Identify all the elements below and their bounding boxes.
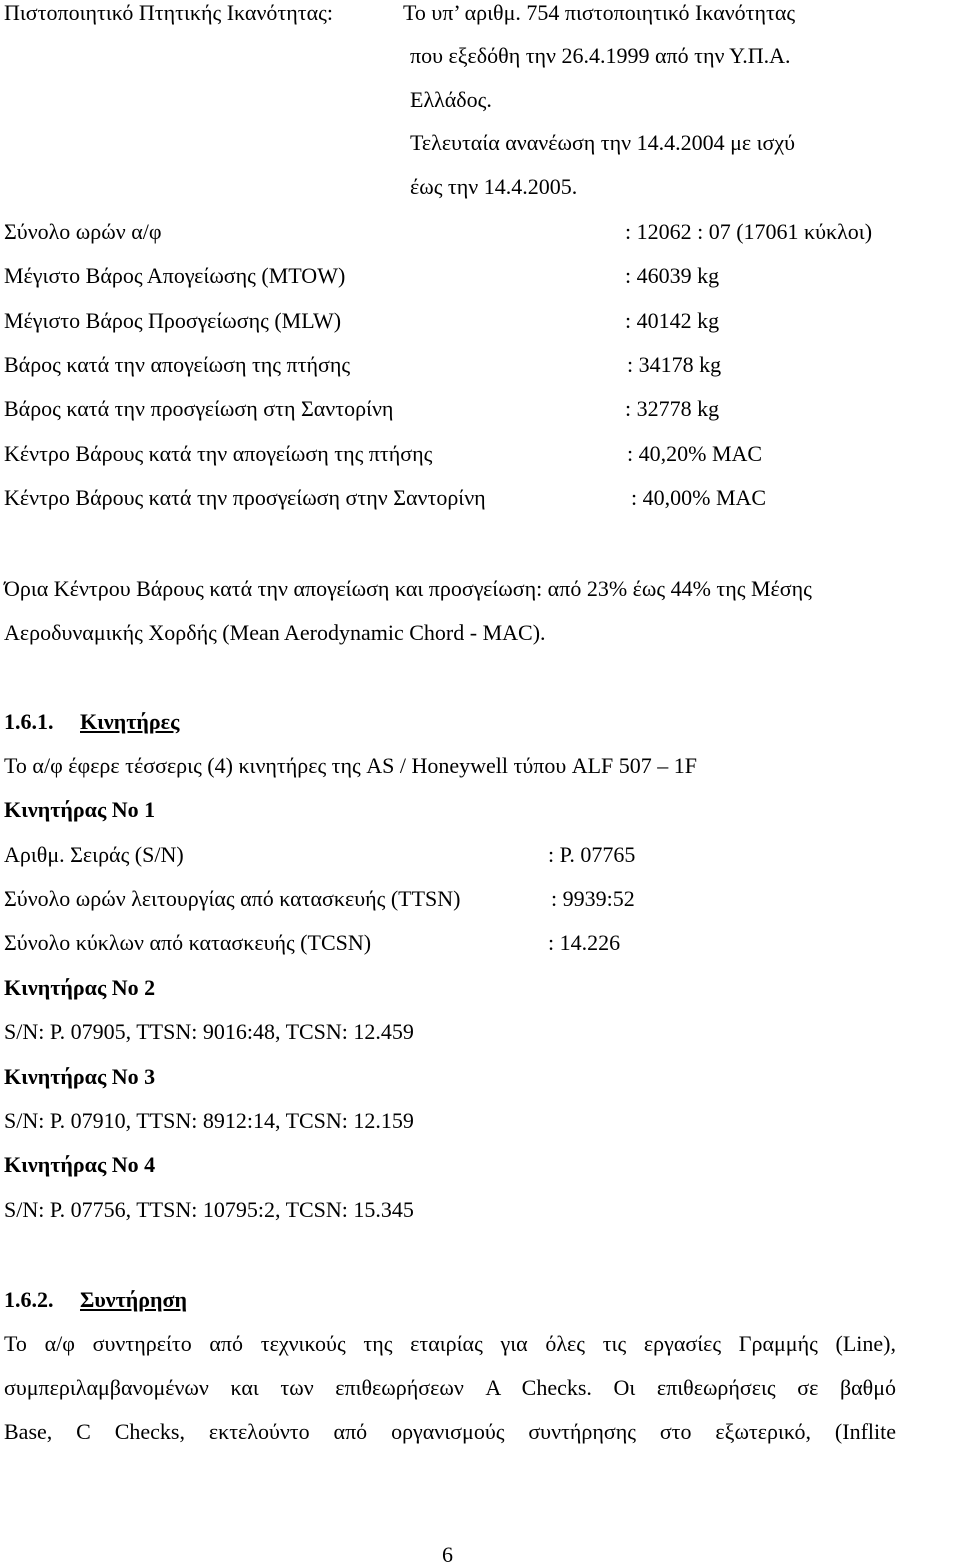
spec-value: : 12062 : 07 (17061 κύκλοι) [625,219,873,244]
engine-row-value: : 9939:52 [551,886,635,911]
page-number: 6 [442,1542,453,1567]
engine-line: S/N: P. 07905, TTSN: 9016:48, TCSN: 12.459 [4,1019,414,1044]
engine-line: S/N: P. 07756, TTSN: 10795:2, TCSN: 15.345 [4,1197,414,1222]
engine-row-label: Σύνολο κύκλων από κατασκευής (TCSN) [4,930,372,955]
spec-label: Κέντρο Βάρους κατά την απογείωση της πτήσης [4,441,433,466]
engine-heading: Κινητήρας Νο 4 [4,1152,156,1177]
spec-value: : 40,20% MAC [627,441,763,466]
cg-limits-line: Αεροδυναμικής Χορδής (Mean Aerodynamic Chord - MAC). [4,620,546,645]
spec-label: Κέντρο Βάρους κατά την προσγείωση στην Σαντορίνη [4,485,486,510]
spec-label: Σύνολο ωρών α/φ [4,219,162,244]
spec-value: : 40142 kg [625,308,720,333]
spec-label: Μέγιστο Βάρος Απογείωσης (MTOW) [4,263,346,288]
spec-value: : 46039 kg [625,263,720,288]
section-number: 1.6.2. [4,1287,54,1312]
paragraph-line: συμπεριλαμβανομένων και των επιθεωρήσεων A Checks. Οι επιθεωρήσεις σε βαθμό [4,1375,896,1400]
engine-heading: Κινητήρας Νο 1 [4,797,156,822]
spec-label: Μέγιστο Βάρος Προσγείωσης (MLW) [4,308,342,333]
paragraph-line: Το α/φ συντηρείτο από τεχνικούς της εταιρίας για όλες τις εργασίες Γραμμής (Line), [4,1331,896,1356]
engine-row-value: : 14.226 [548,930,621,955]
spec-label: Βάρος κατά την προσγείωση στη Σαντορίνη [4,396,394,421]
certificate-label: Πιστοποιητικό Πτητικής Ικανότητας: [4,0,333,25]
certificate-line: Ελλάδος. [410,87,492,112]
certificate-line: έως την 14.4.2005. [410,174,578,199]
spec-value: : 32778 kg [625,396,720,421]
paragraph-line: Base, C Checks, εκτελούντο από οργανισμούς συντήρησης στο εξωτερικό, (Inflite [4,1419,896,1444]
section-title: Συντήρηση [80,1287,187,1312]
engine-row-label: Αριθμ. Σειράς (S/N) [4,842,184,867]
engine-row-value: : P. 07765 [548,842,636,867]
engine-heading: Κινητήρας Νο 3 [4,1064,156,1089]
spec-value: : 34178 kg [627,352,722,377]
engine-heading: Κινητήρας Νο 2 [4,975,156,1000]
certificate-line: που εξεδόθη την 26.4.1999 από την Υ.Π.Α. [410,43,791,68]
certificate-line: Τελευταία ανανέωση την 14.4.2004 με ισχύ [410,130,796,155]
section-number: 1.6.1. [4,709,54,734]
spec-value: : 40,00% MAC [631,485,767,510]
certificate-line: Το υπ’ αριθμ. 754 πιστοποιητικό Ικανότητας [403,0,796,25]
engine-line: S/N: P. 07910, TTSN: 8912:14, TCSN: 12.159 [4,1108,414,1133]
section-title: Κινητήρες [80,709,180,734]
spec-label: Βάρος κατά την απογείωση της πτήσης [4,352,351,377]
engine-row-label: Σύνολο ωρών λειτουργίας από κατασκευής (TTSN) [4,886,461,911]
cg-limits-line: Όρια Κέντρου Βάρους κατά την απογείωση και προσγείωση: από 23% έως 44% της Μέσης [4,576,812,601]
engines-intro: Το α/φ έφερε τέσσερις (4) κινητήρες της AS / Honeywell τύπου ALF 507 – 1F [4,753,698,778]
